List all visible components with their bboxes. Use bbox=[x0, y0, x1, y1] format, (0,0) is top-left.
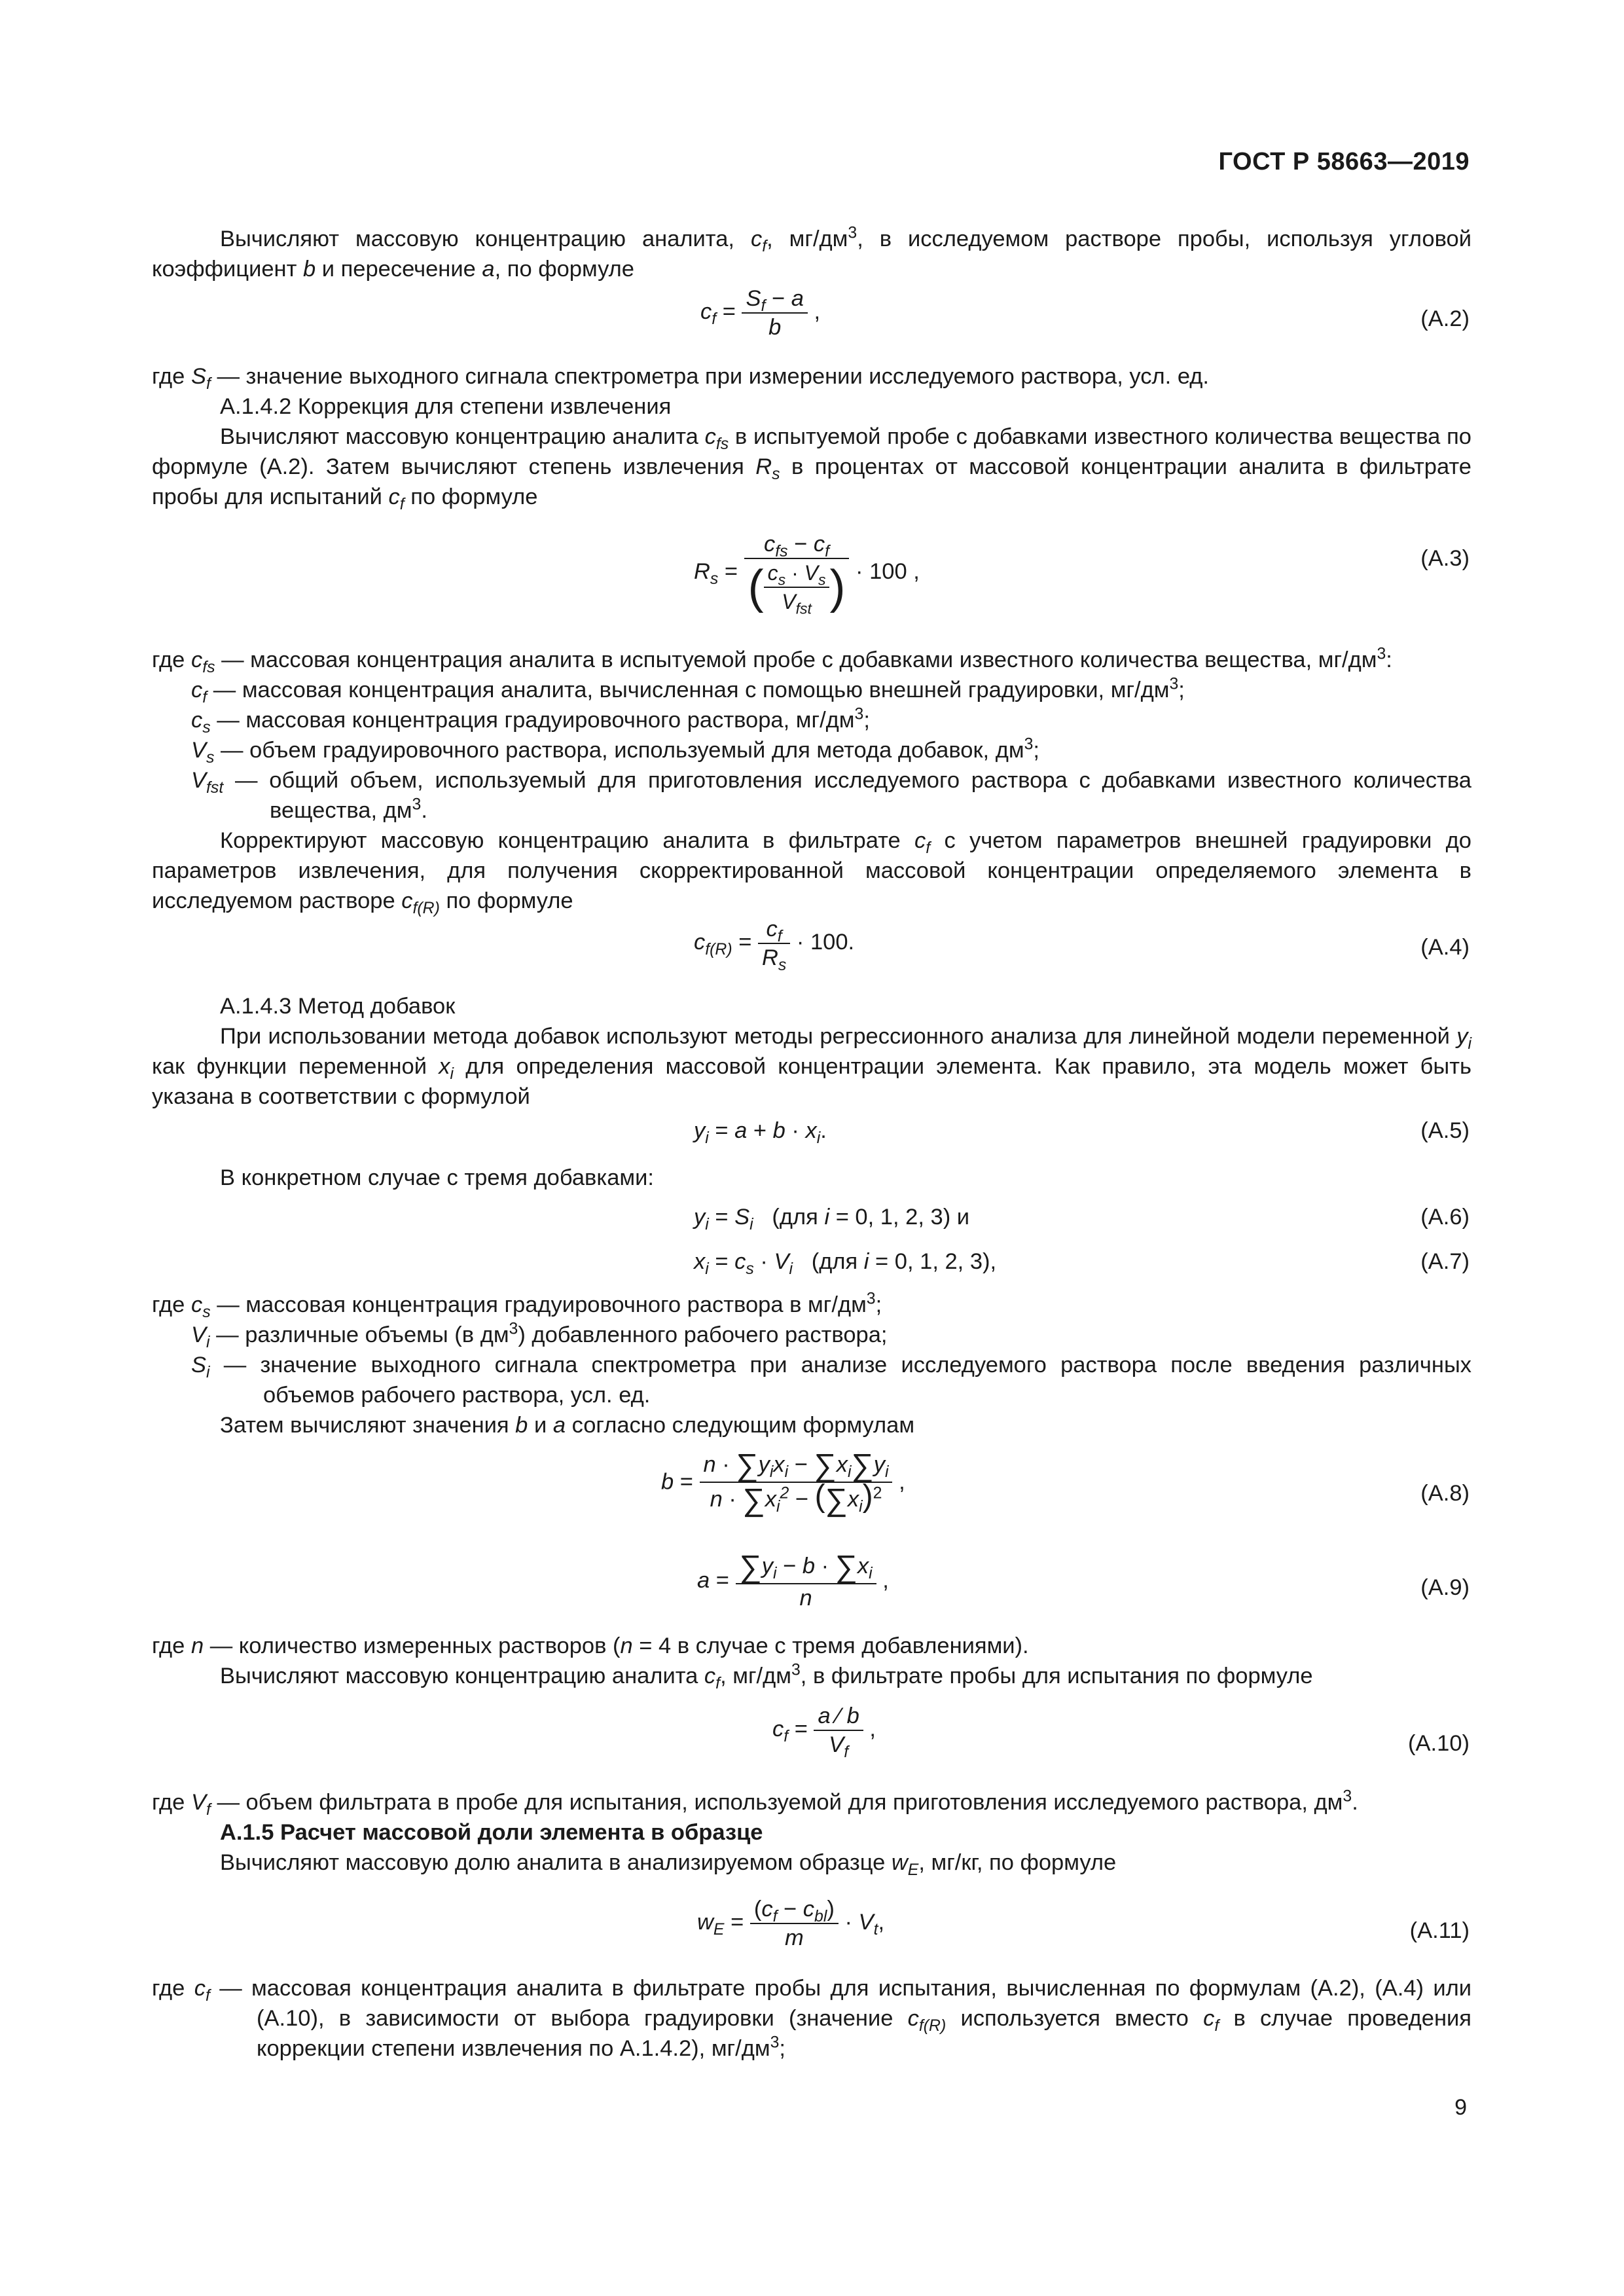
section-title: А.1.5 Расчет массовой доли элемента в образце bbox=[220, 1820, 763, 1845]
paragraph: где $S_f$ — значение выходного сигнала спектрометра при измерении исследуемого раствора, усл. ед. bbox=[152, 364, 1209, 393]
formula-a7: $x_i = c_s \cdot V_i$ (для i = 0, 1, 2, 3), bbox=[694, 1249, 997, 1278]
formula-a8: b = $\frac{n \cdot \sum y_ix_i - \sum x_i\sum y_i}{n \cdot \sum x_i^2 - (\sum x_i)^2}$ , bbox=[661, 1448, 905, 1518]
paragraph: $V_i$ — различные объемы (в $дм^3$) добавленного рабочего раствора; bbox=[191, 1320, 888, 1351]
paragraph: $V_s$ — объем градуировочного раствора, используемый для метода добавок, $дм^3$; bbox=[191, 735, 1039, 767]
formula-number-a7: (А.7) bbox=[1420, 1249, 1470, 1274]
formula-number-a5: (А.5) bbox=[1420, 1118, 1470, 1143]
formula-number-a8: (А.8) bbox=[1420, 1481, 1470, 1506]
text-block-4 bbox=[152, 991, 1471, 1112]
formula-a11: $w_E$ = $\frac{(c_f - c_{bl})}{m}$ · $V_t$, bbox=[697, 1897, 885, 1950]
formula-a9: a = $\frac{\sum y_i - b \cdot \sum x_i}{n}$ , bbox=[697, 1550, 889, 1611]
text-block-7 bbox=[152, 1631, 1471, 1691]
formula-number-a9: (А.9) bbox=[1420, 1575, 1470, 1600]
standard-header: ГОСТ Р 58663—2019 bbox=[1218, 148, 1470, 175]
formula-a3: $R_s$ = $c_{fs} - c_f$ ( $\frac{c_s \cdot V_s}{V_{fst}}$ ) · 100 , bbox=[694, 532, 920, 617]
paragraph: При использовании метода добавок используют методы регрессионного анализа для линейной модели переменной $y_i$ как функции переменной $x_i$ для определения массовой концентрации элемента. Как правило, эта модель может быть указана в соответствии с формулой bbox=[152, 1024, 1471, 1109]
section-title: А.1.4.2 Коррекция для степени извлечения bbox=[220, 394, 672, 419]
paragraph: Вычисляют массовую концентрацию аналита, $c_f$, $мг/дм^3$, в исследуемом растворе пробы, используя угловой коэффициент b и пересечение a, по формуле bbox=[152, 224, 1471, 282]
text-block-9 bbox=[152, 1973, 1471, 2064]
text-block-5 bbox=[152, 1163, 1471, 1193]
paragraph: Вычисляют массовую концентрацию аналита $c_{fs}$ в испытуемой пробе с добавками известного количества вещества по формуле (А.2). Затем вычисляют степень извлечения $R_s$ в процентах от массовой концентрации аналита в фильтрате пробы для испытаний $c_f$ по формуле bbox=[152, 424, 1471, 513]
paragraph: В конкретном случае с тремя добавками: bbox=[220, 1165, 654, 1190]
formula-number-a11: (А.11) bbox=[1409, 1918, 1470, 1943]
paragraph: Вычисляют массовую долю аналита в анализируемом образце $w_E$, мг/кг, по формуле bbox=[220, 1850, 1117, 1879]
paragraph: Корректируют массовую концентрацию аналита в фильтрате $c_f$ с учетом параметров внешней градуировки до параметров извлечения, для получения скорректированной массовой концентрации определяемого элемента в исследуемом растворе $c_{f(R)}$ по формуле bbox=[152, 828, 1471, 917]
formula-a6: $y_i = S_i$ (для i = 0, 1, 2, 3) и bbox=[694, 1205, 970, 1233]
formula-number-a3: (А.3) bbox=[1420, 546, 1470, 571]
paragraph: $c_s$ — массовая концентрация градуировочного раствора, $мг/дм^3$; bbox=[191, 705, 870, 737]
paragraph: Затем вычисляют значения b и a согласно следующим формулам bbox=[220, 1413, 915, 1438]
paragraph: где $c_{fs}$ — массовая концентрация аналита в испытуемой пробе с добавками известного количества вещества, $мг/дм^3$: bbox=[152, 645, 1392, 676]
paragraph: $S_i$ — значение выходного сигнала спектрометра при анализе исследуемого раствора после введения различных объемов рабочего раствора, усл. ед. bbox=[191, 1353, 1471, 1408]
paragraph: где n — количество измеренных растворов (n = 4 в случае с тремя добавлениями). bbox=[152, 1633, 1029, 1658]
page-number: 9 bbox=[1454, 2095, 1467, 2120]
formula-a10: $c_f$ = $\frac{a ⁄ b}{V_f}$ , bbox=[772, 1704, 876, 1761]
paragraph: $c_f$ — массовая концентрация аналита, вычисленная с помощью внешней градуировки, $мг/дм^3$; bbox=[191, 675, 1185, 706]
formula-number-a10: (А.10) bbox=[1408, 1731, 1470, 1756]
formula-number-a6: (А.6) bbox=[1420, 1205, 1470, 1230]
formula-number-a2: (А.2) bbox=[1420, 306, 1470, 331]
text-block-6 bbox=[152, 1290, 1471, 1440]
text-block-3 bbox=[152, 645, 1471, 916]
text-block-8 bbox=[152, 1787, 1471, 1878]
formula-a2: $c_f$ = $\frac{S_f - a}{b}$ , bbox=[700, 286, 821, 340]
paragraph: где $c_f$ — массовая концентрация аналита в фильтрате пробы для испытания, вычисленная по формулам (А.2), (А.4) или (А.10), в зависимости от выбора градуировки (значение $c_{f(R)}$ используется вместо $c_f$ в случае проведения коррекции степени извлечения по А.1.4.2), $мг/дм^3$; bbox=[152, 1976, 1472, 2061]
paragraph: где $V_f$ — объем фильтрата в пробе для испытания, используемой для приготовления исследуемого раствора, $дм^3$. bbox=[152, 1787, 1358, 1819]
paragraph: Вычисляют массовую концентрацию аналита $c_f$, $мг/дм^3$, в фильтрате пробы для испытания по формуле bbox=[220, 1661, 1313, 1692]
formula-number-a4: (А.4) bbox=[1420, 935, 1470, 960]
formula-a4: $c_{f(R)}$ = $\frac{c_f}{R_s}$ · 100. bbox=[694, 917, 855, 974]
text-block-2 bbox=[152, 361, 1471, 512]
section-title: А.1.4.3 Метод добавок bbox=[220, 994, 456, 1019]
paragraph: $V_{fst}$ — общий объем, используемый для приготовления исследуемого раствора с добавками известного количества вещества, $дм^3$. bbox=[191, 768, 1471, 823]
formula-a5: $y_i = a + b \cdot x_i$. bbox=[694, 1118, 827, 1147]
text-block-1 bbox=[152, 224, 1471, 284]
paragraph: где $c_s$ — массовая концентрация градуировочного раствора в $мг/дм^3$; bbox=[152, 1290, 882, 1321]
